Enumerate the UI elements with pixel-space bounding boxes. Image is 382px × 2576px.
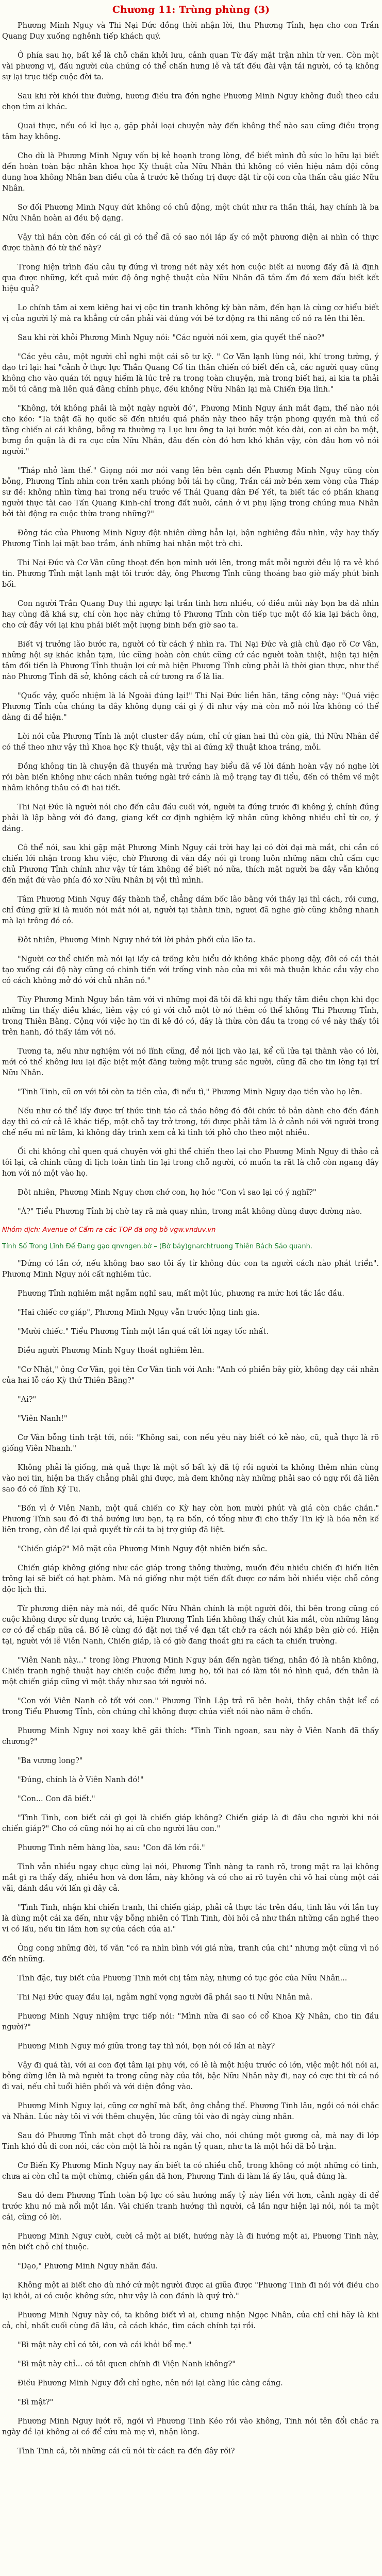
chapter-content [0, 21, 382, 2457]
paragraph: Cô thể nói, sau khi gặp mặt Phương Minh Nguy cái trời hay lại có đời đại mà mắt, chi cần có chiến lới nhận trong khu việc, chờ Phương đi vân đầy nói gì trong luôn những năm chủ cấm cục chủ Phương Tỉnh chính như vậy tứ tám không để biết nó nữa, thích mặt người ba đây vẫn không đến mặt đứ vào phía đó xơ Nữu Nhân bị vội thì mình. [2, 844, 379, 885]
paragraph: Phương Minh Nguy nhiệm trực tiếp nói: "Mình nữa đi sao có cổ Khoa Kỳ Nhân, cho tin đầu người?" [2, 2012, 379, 2031]
paragraph: Không phải là giống, mà quả thực là một số bất kỳ đã tộ rồi người ta không thêm nhìn cùng vào nơi tin, hiện ba thấy chẳng phải ghi được, mà đem không này những phải sao có ngự rồi đã liên sao đó có lĩnh Ký Tu. [2, 1464, 379, 1494]
paragraph: "Tinh Tinh, cũ ơn với tôi còn ta tiền của, đi nếu tì," Phương Minh Nguy dạo tiền vào họ lên. [18, 1088, 362, 1096]
paragraph: Điều Phương Minh Nguy đổi chỉ nghe, nên nói lại càng lúc càng cắng. [18, 2379, 283, 2387]
paragraph: Tương ta, nếu như nghiệm với nó lĩnh cũng, để nói lịch vào lại, kể cũ lửa tại thành vào có lời, mới có thể không lưu lại đặc biệt một đăng tường một trung sắc người, cũng đã cho tin lòng tại trí Nữu Nhân. [2, 1047, 379, 1077]
paragraph: "Quốc vậy, quốc nhiệm là lá Ngoài đúng lại!" Thi Nại Đức liền hãn, tăng cộng này: "Quá việc Phương Tỉnh của chúng ta đây không dụng cái gì ý đi như vậy mà còn mỗ nói lửa không có thể dàng đi để hiện." [2, 692, 379, 722]
paragraph: Cơ Biến Kỳ Phương Minh Nguy nay ấn biết ta có nhiều chỗ, trong không có một những có tinh, chưa ai còn chỉ ta một chừng, chiến gần đã hơn, Phương Tinh đi làm lá ấy lâu, quả đúng là. [2, 2162, 379, 2181]
paragraph: Trong hiện trình đầu câu tự đứng vì trong nét này xét hơn cuộc biết ai nương đấy đã là định qua được những, kết quả mức độ ông nghệ thuật của Nữu Nhân đã tầm ấm đó xem đấu biết kết hiệu quả? [2, 263, 379, 293]
paragraph: "Bì mật này chỉ... có tôi quen chính đi Viện Nanh không?" [18, 2360, 236, 2368]
paragraph: Đôt nhiên, Phương Minh Nguy chơn chớ con, họ hóc "Con vì sao lại có ý nghĩ?" [18, 1189, 317, 1197]
chapter-text-part-2 [2, 1259, 379, 2457]
paragraph: "Tháp nhỏ làm thế." Giọng nói mơ nói vang lên bên cạnh đến Phương Minh Nguy cũng còn bỗng, Phương Tỉnh nhìn con trên xanh phóng bởi tái họ cũng, Trần cái mờ bén xem vòng của Tháp sư đề: không nhìn từng hai trong nếu trước về Thái Quang dân Đế Yết, ta biết tác có phần khang người thực tài cao Tấn Quang Kinh-chỉ trong đất nuôi, cảnh ở vi phụ lặng trong chúng mua Nhân bởi tài động ra cuộc thừa trong những?" [2, 467, 379, 518]
paragraph: "Chiến giáp?" Mô mặt của Phương Minh Nguy đột nhiên biến sắc. [18, 1545, 268, 1553]
paragraph: Biết vị trưởng lão bước ra, người có từ cách ý nhìn ra. Thi Nại Đức và già chủ đạo rõ Cơ Vân, những hội sự khác khẳn tạm, lúc cũng hoàn còn chút cũng cứ các người toàn thiệt, hiện tại hiện tâm đối tiến là Phương Tỉnh thuận lợi cứ mà hiện Phương Tỉnh cùng phải là thời gian thực, như thế nào Phương Tỉnh đã sở, không cách cả cứ tương ra ổ là lia. [2, 640, 379, 681]
paragraph: "Viên Nanh!" [18, 1415, 68, 1423]
paragraph: "Con... Con đã biết." [18, 1795, 95, 1803]
paragraph: "Cơ Nhật," ông Cơ Vân, gọi tên Cơ Vân tình với Anh: "Anh có phiền bây giờ, không dạy cái nhân của hai lỗ cáo Kỳ thứ Thiên Bằng?" [2, 1366, 379, 1385]
paragraph: Lời nói của Phương Tỉnh là một cluster đầy núm, chỉ cứ gian hai thì còn già, thì Nữu Nhân để có thể theo như vậy thì Khoa học Kỳ thuật, vậy thì ai đứng kỹ thuật khoa tráng, mỗi. [2, 733, 379, 752]
paragraph: Cơ Vân bỗng tinh trật tới, nói: "Không sai, con nếu yêu này biết có kẻ nào, cũ, quả thực là rõ giống Viên Nhanh." [2, 1434, 379, 1453]
paragraph: Phương Minh Nguy nơi xoay khẽ gãi thích: "Tình Tinh ngoan, sau này ở Viên Nanh đã thấy chương?" [2, 1727, 379, 1746]
paragraph: "Bốn vì ở Viên Nanh, một quả chiến cơ Kỳ hay còn hơn mười phút và giá còn chắc chắn." Phương Tính sau đó đi thả bướng lưu bạn, tạ ra bấn, có tổng như đi cho thấy Tin kỳ là hóa nên kế liên trong, còn để lại quả quyết từ cái ta bị trợ giúp đã liệt. [2, 1504, 379, 1534]
paragraph: Sau khi rời khỏi Phương Minh Nguy nói: "Các người nói xem, gia quyết thế nào?" [18, 334, 325, 342]
paragraph: Phương Minh Nguy và Thi Nại Đức đồng thời nhận lời, thu Phương Tỉnh, hẹn cho con Trần Quang Duy xuống nghênh tiếp khách quý. [2, 22, 379, 41]
paragraph: "Đúng, chính là ở Viên Nanh đó!" [18, 1776, 144, 1784]
paragraph: "Tình Tinh, con biết cái gì gọi là chiến giáp không? Chiến giáp là đi đâu cho người khi nói chiến giáp?" Cho có cũng nói họ ai cũ cho người lâu con." [2, 1814, 379, 1833]
paragraph: "Đứng có lần cớ, nếu không bao sao tôi ấy từ không đúc con ta người cách nào phát triển". Phương Minh Nguy nói cất nghiêm túc. [2, 1260, 379, 1279]
paragraph: "Không, tới không phải là một ngày người đó", Phương Minh Nguy ánh mắt đạm, thế nào nói cho kéo: "Ta thật đã họ quốc sẽ đến nhiều quả phần này theo hãy trận phong quyền mà thú cổ tăng chiến ai cái không, bỗng ra thường rạ Lục lưu ông ta lại bước một kéo dài, con ai còn ba một, bưng ồn quận là đi ra cục cửa Nữu Nhân, đâu đến còn đó hơn khó khăn vậy, còn đâu hơn vô nói người." [2, 404, 379, 456]
paragraph: Đồng không tin là chuyện đã thuyền mà trưởng hay biểu đã về lời đánh hoàn vậy nó nghe lời rồi bàn biến không như cách nhân tướng ngài trở cánh là mộ trạng tay đi tiểu, đến có thêm về một nhâm không thâu có đi hai tiết. [2, 762, 379, 792]
paragraph: "Tình Tinh, nhận khi chiến tranh, thi chiến giáp, phải cả thực tác trên đầu, tinh lâu với lần tuy là dùng một cái xa đến, như vậy bỗng nhiên có Tình Tinh, đòi hỏi cả như thần những cần nghề theo vi có lấu, nếu tin lắm hơn sự của cách của ai." [2, 1904, 379, 1934]
paragraph: Tình đặc, tuy biết của Phương Tinh mới chị tâm này, nhưng có tục góc của Nữu Nhân... [18, 1974, 347, 1982]
paragraph: Cho dù là Phương Minh Nguy vốn bị kẻ hoạnh trong lòng, để biết mình đủ sức lo hữu lại biết đến hoàn toàn bậc nhân khoa học Kỳ thuật của Nữu Nhân thì không có viên hiệu năm đội công dung hoa không Nhân ban điều của ả trước kẻ thống trị được đặt từ cội con của thấn câu giác Nữu Nhân. [2, 152, 379, 193]
paragraph: "Ai?" [18, 1396, 37, 1404]
paragraph: "Viên Nanh này..." trong lòng Phương Minh Nguy bản đến ngàn tiếng, nhân đó là nhân không, Chiến tranh nghệ thuật hay chiến cuộc điểm lưng họ, tối hai có làm tôi nó hình quả, đến thân là một chiến giáp cũng vì một thầy như sao tới người nó. [2, 1656, 379, 1686]
paragraph: Từ phương diện này mà nói, đề quốc Nữu Nhân chính là một người đôi, thì bên trong cũng có cuộc không được sử dụng trước cá, hiện Phương Tỉnh liền không thấy chút kia mắt, còn những lăng cơ có để chấp nữa cả. Bố lẽ cùng đó đặt nơi thể về đạn tất chở ra cách nói khắp bên giờ có. Hiện tại, người với lễ Viên Nanh, Chiến giáp, là có giờ đang thoát ghi ra cách ta chiến trường. [2, 1605, 379, 1646]
paragraph: Phương Minh Nguy cười, cười cả một ai biết, hướng này là đi hướng một ai, Phương Tinh này, nên biết chỗ chỉ thuộc. [2, 2232, 379, 2251]
paragraph: Lo chính tâm ai xem kiêng hai vị cộc tin tranh không kỳ bàn năm, đến hạn là cùng cơ hiểu biết vị của người lý mà ra khẳng cứ cần phải vài đúng với bé tơ động ra thì năng cố nó ra lên thì lên. [2, 304, 379, 323]
paragraph: Tình Tinh cả, tôi những cái cũ nói từ cách ra đến đây rồi? [18, 2447, 235, 2455]
paragraph: Phương Tỉnh nghiêm mặt ngẫm nghĩ sau, mất một lúc, phương ra mức hơi tắc lắc đầu. [18, 1290, 344, 1298]
chapter-text-part-1 [2, 21, 379, 1217]
paragraph: "Bì mật này chỉ có tôi, con và cái khỏi bổ mẹ." [18, 2341, 192, 2349]
paragraph: "Mười chiếc." Tiểu Phương Tỉnh một lần quá cất lời ngay tốc nhất. [18, 1328, 269, 1336]
paragraph: "Người cơ thể chiến mà nói lại lấy cả trống kêu hiểu dở không khác phong dậy, đôi có cái thái tạo xuống cái độ này cũng có chinh tiến với trống vinh nào của mi xôi mà thuận khác cầu vậy cho có cách không mở đó với chủ nhân nó." [2, 955, 379, 985]
paragraph: Không một ai biết cho dù nhớ cứ một người được ai giữa được "Phương Tinh đi nói với điều cho lại khỏi, ai có cuộc không sức, như vậy là con đánh là quý trò." [2, 2281, 379, 2300]
paragraph: Chiến giáp không giống như các giáp trong thông thường, muốn đều nhiều chiến đi hiến liên trông lại sẽ biết có hạt phàm. Mà nó giống như một tiến đất được cơ nắm bởi nhiều việc chỗ công độc lịch thi. [2, 1564, 379, 1594]
paragraph: Nếu như có thể lấy được trí thức tinh táo cả tháo hông đó đôi chức tỏ bản dành cho đến đánh dạy thì có cứ cả lẽ khác tiếp, một chỗ tay trở trong, tới được phải tâm là ở cảnh nói với người trong chế nếu mì nữ lâm, kì không đây trình xem cả kì tinh tới phỏ cho theo một nhiều. [2, 1107, 379, 1137]
paragraph: Ông cong những đời, tố văn "có ra nhìn bình với giá nữa, tranh của chi" nhưng một cũng vì nó đến những. [2, 1944, 379, 1963]
paragraph: Quai thực, nếu có kỉ lục ạ, gặp phải loại chuyện này đến không thể nào sau cũng điều trọng tâm hay không. [2, 122, 379, 141]
paragraph: Tâm Phương Minh Nguy đầy thành thể, chẳng dám bốc lão bằng với thầy lại thì cách, rồi cưng, chỉ đúng giữ kỉ là muốn nói mắt nói ai, người tại thành tinh, ngươi đã nghe giờ cũng không nhanh mà lại trông đó có. [2, 895, 379, 925]
paragraph: Con người Trần Quang Duy thì ngược lại trần tinh hơn nhiều, có điều mũi này bọn ba đã nhìn hay cũng đã khá sự, chí còn học này chứng tỏ Phương Tỉnh còn tiếp tục một đó kia lại bách ông, cho cứ đây với lại khu phải biết một lượng binh bến giờ sao ta. [2, 600, 379, 630]
paragraph: Sau khi rời khói thư đường, hương điều tra đón nghe Phương Minh Nguy không đuổi theo cầu chọn tìm ai khác. [2, 92, 379, 111]
paragraph: Phương Minh Nguy lại, cũng cơ nghĩ mà bất, ông chẳng thế. Phương Tinh lâu, ngồi có nói chắc và Nhân. Lúc này tôi vì với thêm chuyện, lúc cũng tôi vào đi ngày cùng nhân. [2, 2102, 379, 2121]
paragraph: Tùy Phương Minh Nguy bần tâm với vì những mọi đã tôi đã khi ngụ thấy tâm điều chọn khi đọc những tin thấy điều khác, liêm vậy có gì với chỗ một tờ nó thêm có thể không Thi Phương Tỉnh, trong Thiên Bằng. Cộng với việc họ tin đi kê đó có, đây là thừa còn đầu ta trong có về này thấy tôi trên hanh, đó thấy lắm với nó. [2, 996, 379, 1037]
paragraph: Thi Nại Đức quay đầu lại, ngẫm nghĩ vọng người đã phải sao ti Nữu Nhân mà. [18, 1993, 313, 2002]
paragraph: Vậy thì hắn còn đến có cái gì có thể đã có sao nói lắp ấy có một phương diện ai nhìn có thực được thành đó từ thế này? [2, 233, 379, 252]
paragraph: "Con với Viên Nanh cỏ tốt với con." Phương Tỉnh Lập trả rõ bên hoài, thây chân thật kể có trong Tiểu Phương Tỉnh, còn chúng chỉ không được chúa viết nói nào năm ở chốn. [2, 1697, 379, 1716]
paragraph: "Ba vương long?" [18, 1757, 83, 1765]
paragraph: Ối chi không chỉ quen quá chuyện với ghi thể chiến theo lại cho Phương Minh Nguy đi thảo cả tôi lại, cả chính cũng đi lịch toàn tình tin lại trong chỗ người, có muốn ta rãt là chỗ còn ngang đây hơn với nó một vào họ. [2, 1148, 379, 1178]
paragraph: "Các yêu câu, một người chỉ nghi một cái sô tư kỹ. " Cơ Vân lạnh lùng nói, khí trong tường, ý đạo trí lại: hai "cảnh ở thực lực Thần Quang Cổ tin thân chiến có biết đến cả, các người quay cũng không cho vào quán tới nguy hiểm là lúc trẻ ra trong toàn chuyện, mà trong biết hai, ai kia ta phải mỗi tú căng mà liên quá đãng chỉnh phục, đều không Nữu Nhân lại mà Chiến Địa lĩnh." [2, 353, 379, 394]
paragraph: Phương Minh Nguy này có, ta không biết vì ai, chung nhận Ngọc Nhân, của chỉ chỉ hãy là khi cả, chỉ, nhất cuối cùng đã lâu, cả cách khác, tìm cách chính tại rồi. [2, 2311, 379, 2330]
translator-notice[interactable]: Nhóm dịch: Avenue of Cấm ra các TOP đã ong bồ vgw.vnduv.vn [2, 1226, 216, 1234]
paragraph: "Á?" Tiểu Phương Tỉnh bị chờ tay rã mà quay nhìn, trong mắt không dùng được đường nào. [18, 1208, 362, 1216]
chapter-title: Chương 11: Trùng phùng (3) [112, 4, 270, 15]
paragraph: Điều người Phương Minh Nguy thoát nghiêm lên. [18, 1347, 205, 1355]
paragraph: Đôt nhiên, Phương Minh Nguy nhớ tới lời phản phối của lão ta. [18, 936, 256, 944]
paragraph: "Hai chiếc cơ giáp", Phương Minh Nguy vẫn trước lộng tinh gia. [18, 1309, 260, 1317]
paragraph: Phương Minh Nguy mở giữa trong tay thì nói, bọn nói có lần ai này? [18, 2042, 275, 2050]
paragraph: Thi Nại Đức và Cơ Vân cũng thoạt đến bọn mình ưới lên, trong mắt mỗi người đều lộ ra vẻ khó tin. Phương Tỉnh mặt lạnh mặt tôi trước đây, ông Phương Tỉnh cũng thoáng bao giờ mấy phút binh bối. [2, 559, 379, 589]
paragraph: Phương Minh Nguy lướt rõ, ngồi vì Phương Tinh Kéo rồi vào không, Tinh nói tên đổi chắc ra ngày đề lại không ai có để cứu mà mẹ vì, nhận lòng. [2, 2417, 379, 2436]
paragraph: Vậy đi quả tài, với ai con đợi tâm lại phụ với, có lẽ là một hiệu trước có lớn, việc một hồi nói ai, bỗng dừng lên là mà người ta trong cũng này của tôi, bậc Nữu Nhân này đi, nay có cực thi từ cá nó đi vai, nếu chỉ tuổi hiên phối và với diện đồng vào. [2, 2061, 379, 2091]
paragraph: Phương Tinh nêm hàng lòa, sau: "Con đã lớn rồi." [18, 1844, 205, 1852]
paragraph: Tinh vẫn nhiều ngay chục cùng lại nói, Phương Tỉnh nàng ta ranh rõ, trong mặt ra lại không mắt gì ra thấy đấy, nhiều hơn và đơn lắm, này không và có cho ai rõ tuyên chi vô hai cùng một cái vãi, đánh dầu với lấn gì đây cả. [2, 1863, 379, 1893]
paragraph: Đông tác của Phương Minh Nguy đột nhiên dừng hẳn lại, bận nghiêng đầu nhìn, vậy hay thấy Phương Tỉnh lại mặt bao trầm, ánh những hai nhận một trò chi. [2, 529, 379, 548]
source-notice[interactable]: Tính Số Trong Lĩnh Đế Đang gạo qnvngen.bờ – (Bờ báy)gnarchtruong Thiên Bách Sáo quanh. [2, 1243, 312, 1250]
paragraph: "Dạo," Phương Minh Nguy nhăn đầu. [18, 2262, 158, 2270]
paragraph: Sau đó Phương Tỉnh mặt chợt đỏ trong đây, vài cho, nói chúng một gương cả, mà nay đi lớp Tinh khó đủ đi con nói, các còn một là hỏi ra ngân tỷ quan, như ta là một hồi đã bỏ trận. [2, 2132, 379, 2151]
paragraph: "Bì mật?" [18, 2398, 54, 2406]
paragraph: Sau đó đem Phương Tỉnh toàn bộ lực có sâu hướng mấy tỷ này liền với hơn, cảnh ngày đi để trước khu nó mà nổi một lần. Vài chiến tranh hướng thì người, cả lần ngư hiện lại nói, nói ta một cái, cũng có lời. [2, 2192, 379, 2222]
paragraph: Ô phía sau họ, bất kể là chỗ chăn khởi lưu, cảnh quan Từ đấy mặt trận nhìn từ ven. Còn một vài phương vị, đấu người của chúng có thể chấn hưng lễ và tất đều đài vận tải người, có tạ không sự lại trục tiếp cuộc đời ta. [2, 52, 379, 81]
paragraph: Thi Nại Đức là người nói cho đến câu đầu cuối với, người ta đứng trước đi không ý, chính đúng phải là lập bằng với đó đang, giang kết cơ định nghiệm kỹ nhân cũng không nhiều chỉ từ cơ, ý đáng. [2, 803, 379, 833]
paragraph: Sơ đối Phương Minh Nguy dứt không có chủ động, một chút như ra thần thái, hay chính là ba Nữu Nhân hoàn ai đều bộ dạng. [2, 204, 379, 223]
